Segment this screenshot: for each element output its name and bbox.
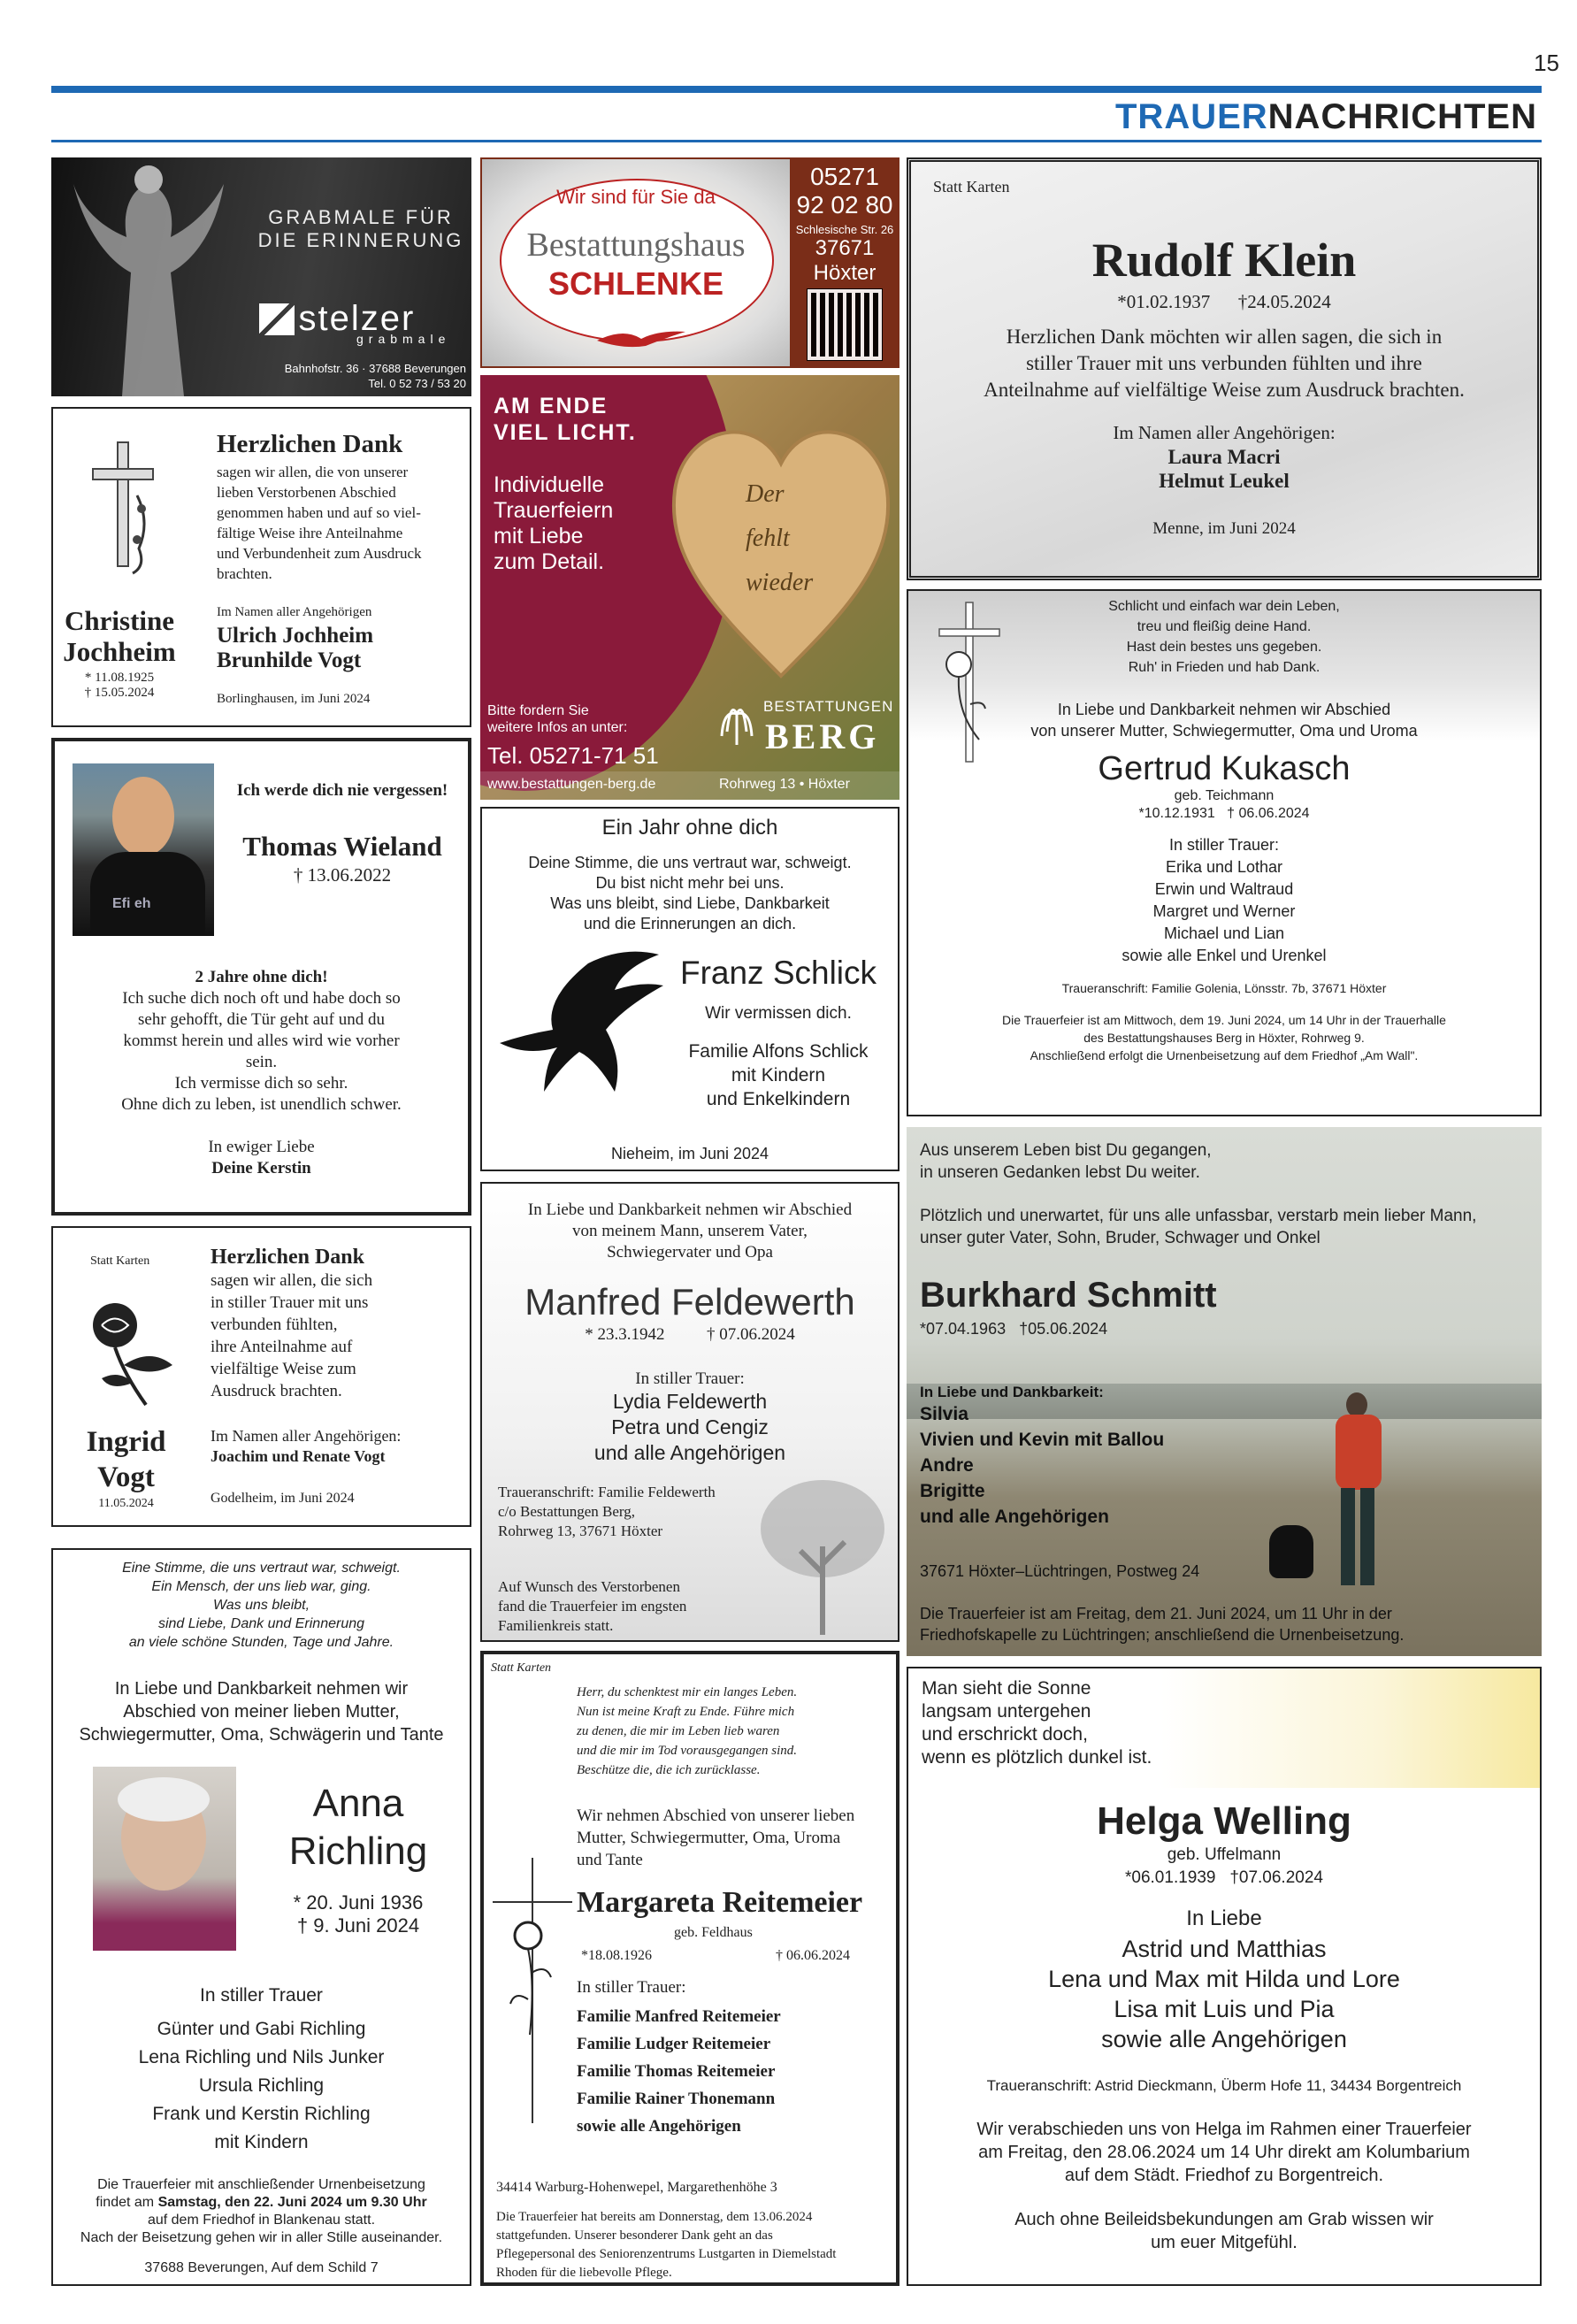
jochheim-l4: fältige Weise ihre Anteilnahme xyxy=(217,525,403,541)
qr-code-icon xyxy=(808,289,882,360)
jochheim-place: Borlinghausen, im Juni 2024 xyxy=(217,692,371,706)
feldewerth-i2: von meinem Mann, unserem Vater, xyxy=(572,1222,808,1240)
reitemeier-t2: Mutter, Schwiegermutter, Oma, Uroma xyxy=(577,1829,841,1847)
feldewerth-i1: In Liebe und Dankbarkeit nehmen wir Abschied xyxy=(527,1200,853,1219)
schmitt-t2: unser guter Vater, Sohn, Bruder, Schwager und Onkel xyxy=(920,1229,1321,1247)
kukasch-p3: Hast dein bestes uns gegeben. xyxy=(1126,640,1322,655)
richling-p4: sind Liebe, Dank und Erinnerung xyxy=(157,1616,365,1631)
feldewerth-m3: und alle Angehörigen xyxy=(593,1441,786,1464)
kukasch-m2: Erwin und Waltraud xyxy=(1154,880,1294,898)
notice-gertrud-kukasch xyxy=(907,589,1542,1116)
notice-helga-welling xyxy=(907,1667,1542,2286)
feldewerth-still: In stiller Trauer: xyxy=(635,1369,745,1388)
richling-m5: mit Kindern xyxy=(214,2132,309,2152)
schlick-l1: Deine Stimme, die uns vertraut war, schweigt. xyxy=(528,854,852,871)
vogt-on-behalf: Im Namen aller Angehörigen: xyxy=(211,1427,402,1445)
schmitt-q1: Aus unserem Leben bist Du gegangen, xyxy=(920,1141,1212,1160)
welling-m4: sowie alle Angehörigen xyxy=(1101,2026,1347,2052)
kukasch-f1: Die Trauerfeier ist am Mittwoch, dem 19. Juni 2024, um 14 Uhr in der Trauerhalle xyxy=(1002,1013,1446,1027)
klein-l3: Anteilnahme auf vielfältige Weise zum Ausdruck brachten. xyxy=(984,379,1465,401)
wieland-love: In ewiger Liebe xyxy=(208,1138,315,1156)
stelzer-line2: DIE ERINNERUNG xyxy=(257,229,464,251)
berg-addr: Rohrweg 13 • Höxter xyxy=(719,777,850,792)
richling-p3: Was uns bleibt, xyxy=(212,1598,310,1613)
richling-p5: an viele schöne Stunden, Tage und Jahre. xyxy=(128,1635,394,1650)
reitemeier-birth: *18.08.1926 xyxy=(581,1948,652,1963)
schlenke-phone2: 92 02 80 xyxy=(796,191,893,219)
schlick-l2: Du bist nicht mehr bei uns. xyxy=(595,874,785,892)
cross-icon xyxy=(84,433,164,575)
klein-l1: Herzlichen Dank möchten wir allen sagen, die sich in xyxy=(1006,326,1443,348)
reitemeier-q5: Beschütze die, die ich zurücklasse. xyxy=(577,1763,761,1777)
reitemeier-statt-karten: Statt Karten xyxy=(491,1661,552,1675)
vogt-place: Godelheim, im Juni 2024 xyxy=(211,1491,355,1506)
notice-anna-richling xyxy=(51,1548,471,2286)
notice-thomas-wieland xyxy=(51,738,471,1216)
feldewerth-birth: * 23.3.1942 xyxy=(585,1325,665,1344)
klein-name2: Helmut Leukel xyxy=(1159,470,1290,492)
klein-on-behalf: Im Namen aller Angehörigen: xyxy=(1113,422,1336,443)
welling-m2: Lena und Max mit Hilda und Lore xyxy=(1048,1966,1400,1992)
richling-first: Anna xyxy=(312,1782,404,1825)
tree-image xyxy=(747,1467,898,1635)
kukasch-f3: Anschließend erfolgt die Urnenbeisetzung auf dem Friedhof „Am Wall". xyxy=(1030,1048,1419,1062)
kukasch-f2: des Bestattungshauses Berg in Höxter, Rohrweg 9. xyxy=(1083,1031,1365,1045)
feldewerth-m2: Petra und Cengiz xyxy=(611,1415,769,1438)
richling-f2 xyxy=(53,2194,470,2212)
richling-i1: In Liebe und Dankbarkeit nehmen wir xyxy=(114,1679,409,1699)
welling-addr: Traueranschrift: Astrid Dieckmann, Überm Hofe 11, 34434 Borgentreich xyxy=(986,2077,1462,2094)
richling-f2b: Samstag, den 22. Juni 2024 um 9.30 Uhr xyxy=(157,2195,427,2210)
wieland-l2: Ich suche dich noch oft und habe doch so xyxy=(122,989,401,1008)
kukasch-dates: *10.12.1931 † 06.06.2024 xyxy=(1138,806,1310,821)
feldewerth-name: Manfred Feldewerth xyxy=(524,1281,855,1323)
stelzer-address: Bahnhofstr. 36 · 37688 Beverungen xyxy=(284,362,466,375)
welling-q2: langsam untergehen xyxy=(922,1701,1091,1722)
schlenke-name1: Bestattungshaus xyxy=(526,226,746,264)
swallow-icon xyxy=(597,323,685,349)
vogt-death: 11.05.2024 xyxy=(98,1497,154,1510)
reitemeier-m5: sowie alle Angehörigen xyxy=(577,2117,741,2136)
schlick-f2: mit Kindern xyxy=(731,1065,826,1085)
schlick-f3: und Enkelkindern xyxy=(706,1089,851,1109)
richling-death: † 9. Juni 2024 xyxy=(296,1914,420,1937)
klein-birth: *01.02.1937 xyxy=(1117,291,1211,312)
berg-tel: Tel. 05271-71 51 xyxy=(487,742,659,769)
kukasch-m3: Margret und Werner xyxy=(1152,902,1296,920)
richling-m3: Ursula Richling xyxy=(198,2075,325,2096)
welling-q4: wenn es plötzlich dunkel ist. xyxy=(922,1747,1152,1768)
schlick-name: Franz Schlick xyxy=(679,955,877,991)
schlenke-street: Schlesische Str. 26 xyxy=(795,223,894,236)
vogt-names: Joachim und Renate Vogt xyxy=(211,1447,386,1465)
schmitt-m3: Andre xyxy=(920,1455,974,1476)
jochheim-title: Herzlichen Dank xyxy=(217,430,403,458)
berg-heart-text: Der fehlt wieder xyxy=(746,480,814,596)
welling-dates: *06.01.1939 †07.06.2024 xyxy=(1125,1868,1323,1887)
reitemeier-m3: Familie Thomas Reitemeier xyxy=(577,2062,776,2081)
schlick-miss: Wir vermissen dich. xyxy=(705,1004,852,1023)
reitemeier-m1: Familie Manfred Reitemeier xyxy=(577,2007,781,2026)
richling-m1: Günter und Gabi Richling xyxy=(157,2019,366,2039)
schmitt-m5: und alle Angehörigen xyxy=(920,1507,1109,1527)
jochheim-name1: Ulrich Jochheim xyxy=(217,624,374,648)
walking-man-image xyxy=(1327,1392,1389,1596)
reitemeier-q2: Nun ist meine Kraft zu Ende. Führe mich xyxy=(577,1705,795,1719)
header-rule-top xyxy=(51,86,1542,93)
klein-name1: Laura Macri xyxy=(1167,446,1281,468)
willow-tree-icon xyxy=(715,692,759,745)
vogt-l6: Ausdruck brachten. xyxy=(211,1382,342,1400)
schlenke-zip: 37671 xyxy=(815,236,875,260)
schlenke-name2: SCHLENKE xyxy=(547,265,724,302)
reitemeier-f3: Pflegepersonal des Seniorenzentrums Lustgarten in Diemelstadt xyxy=(496,2247,837,2261)
feldewerth-w3: Familienkreis statt. xyxy=(498,1617,614,1634)
notice-manfred-feldewerth xyxy=(480,1182,900,1642)
vogt-l4: ihre Anteilnahme auf xyxy=(211,1338,353,1356)
wieland-death: † 13.06.2022 xyxy=(293,864,392,886)
vogt-l1: sagen wir allen, die sich xyxy=(211,1271,373,1290)
wieland-name: Thomas Wieland xyxy=(242,831,442,862)
vogt-last: Vogt xyxy=(97,1461,155,1493)
richling-p2: Ein Mensch, der uns lieb war, ging. xyxy=(151,1579,371,1594)
klein-statt-karten: Statt Karten xyxy=(933,178,1010,196)
wieland-l4: kommst herein und alles wird wie vorher xyxy=(123,1032,400,1050)
feldewerth-w2: fand die Trauerfeier im engsten xyxy=(498,1598,687,1615)
schlenke-city: Höxter xyxy=(813,261,877,285)
richling-birth: * 20. Juni 1936 xyxy=(293,1891,424,1914)
schmitt-t1: Plötzlich und unerwartet, für uns alle unfassbar, verstarb mein lieber Mann, xyxy=(920,1207,1477,1225)
vogt-statt-karten: Statt Karten xyxy=(90,1254,150,1268)
jochheim-first: Christine xyxy=(65,605,174,636)
welling-f4: Auch ohne Beileidsbekundungen am Grab wissen wir xyxy=(1014,2210,1434,2229)
berg-s2: Trauerfeiern xyxy=(494,498,614,523)
schmitt-m1: Silvia xyxy=(920,1404,968,1424)
berg-brand2: BERG xyxy=(765,717,880,756)
welling-m1: Astrid und Matthias xyxy=(1122,1936,1327,1962)
reitemeier-f1: Die Trauerfeier hat bereits am Donnerstag, dem 13.06.2024 xyxy=(496,2210,813,2224)
header-rule-bottom xyxy=(51,140,1542,142)
schlenke-ad xyxy=(480,157,900,368)
reitemeier-addr: 34414 Warburg-Hohenwepel, Margarethenhöhe 3 xyxy=(496,2180,777,2195)
kukasch-still: In stiller Trauer: xyxy=(1168,836,1280,854)
jochheim-l6: brachten. xyxy=(217,565,272,582)
reitemeier-nee: geb. Feldhaus xyxy=(674,1925,753,1940)
welling-love: In Liebe xyxy=(1186,1906,1262,1930)
reitemeier-q1: Herr, du schenktest mir ein langes Leben. xyxy=(577,1685,798,1699)
berg-h2: VIEL LICHT. xyxy=(494,420,637,445)
reitemeier-f4: Rhoden für die liebevolle Pflege. xyxy=(496,2266,672,2280)
vogt-title: Herzlichen Dank xyxy=(211,1246,364,1269)
jochheim-l5: und Verbundenheit zum Ausdruck xyxy=(217,545,422,562)
klein-place: Menne, im Juni 2024 xyxy=(1152,519,1296,538)
kukasch-addr: Traueranschrift: Familie Golenia, Lönsstr. 7b, 37671 Höxter xyxy=(1061,981,1387,995)
reitemeier-name: Margareta Reitemeier xyxy=(577,1886,863,1919)
vogt-first: Ingrid xyxy=(86,1426,166,1458)
richling-addr: 37688 Beverungen, Auf dem Schild 7 xyxy=(144,2260,379,2275)
schmitt-dates: *07.04.1963 †05.06.2024 xyxy=(920,1320,1108,1338)
schlenke-phone1: 05271 xyxy=(810,163,879,190)
wieland-l1: 2 Jahre ohne dich! xyxy=(195,968,328,986)
berg-info2: weitere Infos an unter: xyxy=(487,720,628,735)
dog-image xyxy=(1269,1525,1313,1578)
feldewerth-a1: Traueranschrift: Familie Feldewerth xyxy=(498,1484,716,1500)
kukasch-p1: Schlicht und einfach war dein Leben, xyxy=(1108,599,1340,614)
feldewerth-a2: c/o Bestattungen Berg, xyxy=(498,1503,636,1520)
section-title xyxy=(1115,97,1537,137)
richling-i2: Abschied von meiner lieben Mutter, xyxy=(123,1702,400,1722)
kukasch-nee: geb. Teichmann xyxy=(1174,788,1275,803)
berg-info1: Bitte fordern Sie xyxy=(487,703,589,718)
jochheim-death: † 15.05.2024 xyxy=(84,686,155,700)
richling-m2: Lena Richling und Nils Junker xyxy=(138,2047,385,2067)
wieland-head: Ich werde dich nie vergessen! xyxy=(236,781,448,800)
vogt-l2: in stiller Trauer mit uns xyxy=(211,1293,369,1312)
feldewerth-death: † 07.06.2024 xyxy=(707,1325,795,1344)
welling-q3: und erschrickt doch, xyxy=(922,1724,1088,1745)
photo-shirt-text: Efi eh xyxy=(112,896,151,911)
schlick-l4: und die Erinnerungen an dich. xyxy=(583,915,797,932)
stelzer-phone: Tel. 0 52 73 / 53 20 xyxy=(368,377,466,390)
schmitt-name: Burkhard Schmitt xyxy=(920,1276,1217,1315)
wieland-l6: Ich vermisse dich so sehr. xyxy=(174,1074,348,1093)
schlick-place: Nieheim, im Juni 2024 xyxy=(610,1145,769,1162)
reitemeier-still: In stiller Trauer: xyxy=(577,1978,686,1997)
schmitt-q2: in unseren Gedanken lebst Du weiter. xyxy=(920,1163,1200,1182)
reitemeier-t3: und Tante xyxy=(577,1851,643,1869)
jochheim-l1: sagen wir allen, die von unserer xyxy=(217,464,409,480)
richling-f2a: findet am xyxy=(96,2195,158,2210)
notice-margareta-reitemeier xyxy=(480,1651,900,2286)
stelzer-brand: stelzer xyxy=(298,299,416,338)
jochheim-last: Jochheim xyxy=(63,636,176,667)
feldewerth-m1: Lydia Feldewerth xyxy=(612,1390,768,1413)
berg-web[interactable]: www.bestattungen-berg.de xyxy=(487,777,656,792)
schlenke-tagline: Wir sind für Sie da xyxy=(556,186,716,208)
reitemeier-m2: Familie Ludger Reitemeier xyxy=(577,2035,771,2053)
wieland-l7: Ohne dich zu leben, ist unendlich schwer. xyxy=(121,1095,402,1114)
kukasch-name: Gertrud Kukasch xyxy=(1098,750,1351,787)
jochheim-name2: Brunhilde Vogt xyxy=(217,648,362,672)
section-title-blue: TRAUER xyxy=(1115,97,1268,136)
reitemeier-f2: stattgefunden. Unserer besonderer Dank geht an das xyxy=(496,2228,773,2243)
schlick-head: Ein Jahr ohne dich xyxy=(601,816,778,840)
cross-with-rose-icon xyxy=(493,1858,572,2123)
jochheim-l3: genommen haben und auf so viel- xyxy=(217,504,421,521)
berg-ad xyxy=(480,375,900,800)
section-title-black: NACHRICHTEN xyxy=(1267,97,1537,136)
schmitt-m2: Vivien und Kevin mit Ballou xyxy=(920,1430,1165,1450)
stelzer-line1: GRABMALE FÜR xyxy=(268,206,454,228)
berg-s1: Individuelle xyxy=(494,472,605,497)
welling-f3: auf dem Städt. Friedhof zu Borgentreich. xyxy=(1064,2166,1384,2185)
feldewerth-a3: Rohrweg 13, 37671 Höxter xyxy=(498,1522,663,1539)
jochheim-on-behalf: Im Namen aller Angehörigen xyxy=(217,605,372,619)
klein-death: †24.05.2024 xyxy=(1237,291,1331,312)
kukasch-i2: von unserer Mutter, Schwiegermutter, Oma und Uroma xyxy=(1030,722,1418,740)
schmitt-f1: Die Trauerfeier ist am Freitag, dem 21. Juni 2024, um 11 Uhr in der xyxy=(920,1605,1392,1622)
page-number: 15 xyxy=(1534,50,1559,76)
stelzer-brand-sub: grabmale xyxy=(356,332,451,346)
stelzer-ad xyxy=(51,157,471,396)
welling-f2: am Freitag, den 28.06.2024 um 14 Uhr direkt am Kolumbarium xyxy=(978,2143,1470,2162)
notice-christine-jochheim xyxy=(51,407,471,727)
welling-nee: geb. Uffelmann xyxy=(1167,1845,1282,1864)
berg-s4: zum Detail. xyxy=(494,549,605,574)
kukasch-p2: treu und fleißig deine Hand. xyxy=(1137,619,1312,634)
richling-still: In stiller Trauer xyxy=(200,1985,323,2006)
feldewerth-i3: Schwiegervater und Opa xyxy=(607,1243,773,1262)
kukasch-p4: Ruh' in Frieden und hab Dank. xyxy=(1128,660,1321,675)
feldewerth-w1: Auf Wunsch des Verstorbenen xyxy=(498,1578,680,1595)
kukasch-m1: Erika und Lothar xyxy=(1165,858,1283,876)
eagle-icon xyxy=(491,946,668,1096)
kukasch-m4: Michael und Lian xyxy=(1163,924,1285,942)
berg-h1: AM ENDE xyxy=(494,394,609,418)
welling-f5: um euer Mitgefühl. xyxy=(1151,2233,1298,2252)
schmitt-f2: Friedhofskapelle zu Lüchtringen; anschließend die Urnenbeisetzung. xyxy=(920,1626,1405,1644)
schmitt-m4: Brigitte xyxy=(920,1481,985,1501)
reitemeier-m4: Familie Rainer Thonemann xyxy=(577,2090,776,2108)
kukasch-m5: sowie alle Enkel und Urenkel xyxy=(1122,947,1327,964)
richling-f1: Die Trauerfeier mit anschließender Urnenbeisetzung xyxy=(97,2177,425,2192)
notice-ingrid-vogt xyxy=(51,1226,471,1527)
welling-q1: Man sieht die Sonne xyxy=(922,1678,1091,1699)
schlick-l3: Was uns bleibt, sind Liebe, Dankbarkeit xyxy=(550,894,830,912)
richling-m4: Frank und Kerstin Richling xyxy=(152,2104,371,2124)
berg-brand1: BESTATTUNGEN xyxy=(763,698,894,715)
notice-rudolf-klein xyxy=(907,157,1542,580)
wieland-l3: sehr gehofft, die Tür geht auf und du xyxy=(138,1010,385,1029)
richling-f3: auf dem Friedhof in Blankenau statt. xyxy=(147,2213,376,2228)
schmitt-addr: 37671 Höxter–Lüchtringen, Postweg 24 xyxy=(920,1562,1200,1580)
rose-icon xyxy=(75,1294,181,1409)
schmitt-love: In Liebe und Dankbarkeit: xyxy=(920,1384,1104,1400)
klein-name: Rudolf Klein xyxy=(1091,234,1357,287)
reitemeier-q3: zu denen, die mir im Leben lieb waren xyxy=(577,1724,780,1738)
notice-franz-schlick xyxy=(480,807,900,1171)
jochheim-birth: * 11.08.1925 xyxy=(84,671,155,685)
welling-m3: Lisa mit Luis und Pia xyxy=(1114,1996,1335,2022)
reitemeier-death: † 06.06.2024 xyxy=(776,1948,850,1963)
wieland-sig: Deine Kerstin xyxy=(211,1159,311,1177)
berg-s3: mit Liebe xyxy=(494,524,584,548)
angel-statue-image xyxy=(69,157,228,396)
welling-name: Helga Welling xyxy=(1097,1799,1351,1843)
vogt-l3: verbunden fühlten, xyxy=(211,1315,338,1334)
wieland-l5: sein. xyxy=(245,1053,278,1071)
reitemeier-t1: Wir nehmen Abschied von unserer lieben xyxy=(577,1806,855,1825)
klein-l2: stiller Trauer mit uns verbunden fühlten und ihre xyxy=(1026,352,1422,374)
jochheim-l2: lieben Verstorbenen Abschied xyxy=(217,484,396,501)
welling-f1: Wir verabschieden uns von Helga im Rahmen einer Trauerfeier xyxy=(976,2120,1472,2139)
schlick-f1: Familie Alfons Schlick xyxy=(688,1041,869,1062)
photo-thomas-wieland xyxy=(73,763,214,936)
vogt-l5: vielfältige Weise zum xyxy=(211,1360,356,1378)
stelzer-logo-icon xyxy=(259,303,295,335)
reitemeier-q4: und die mir im Tod vorausgegangen sind. xyxy=(577,1744,798,1758)
photo-anna-richling xyxy=(93,1767,236,1951)
richling-f4: Nach der Beisetzung gehen wir in aller Stille auseinander. xyxy=(80,2230,443,2245)
richling-i3: Schwiegermutter, Oma, Schwägerin und Tante xyxy=(79,1725,444,1745)
richling-last: Richling xyxy=(288,1829,428,1873)
notice-burkhard-schmitt xyxy=(907,1127,1542,1656)
kukasch-i1: In Liebe und Dankbarkeit nehmen wir Abschied xyxy=(1057,701,1391,718)
richling-p1: Eine Stimme, die uns vertraut war, schweigt. xyxy=(122,1561,401,1576)
